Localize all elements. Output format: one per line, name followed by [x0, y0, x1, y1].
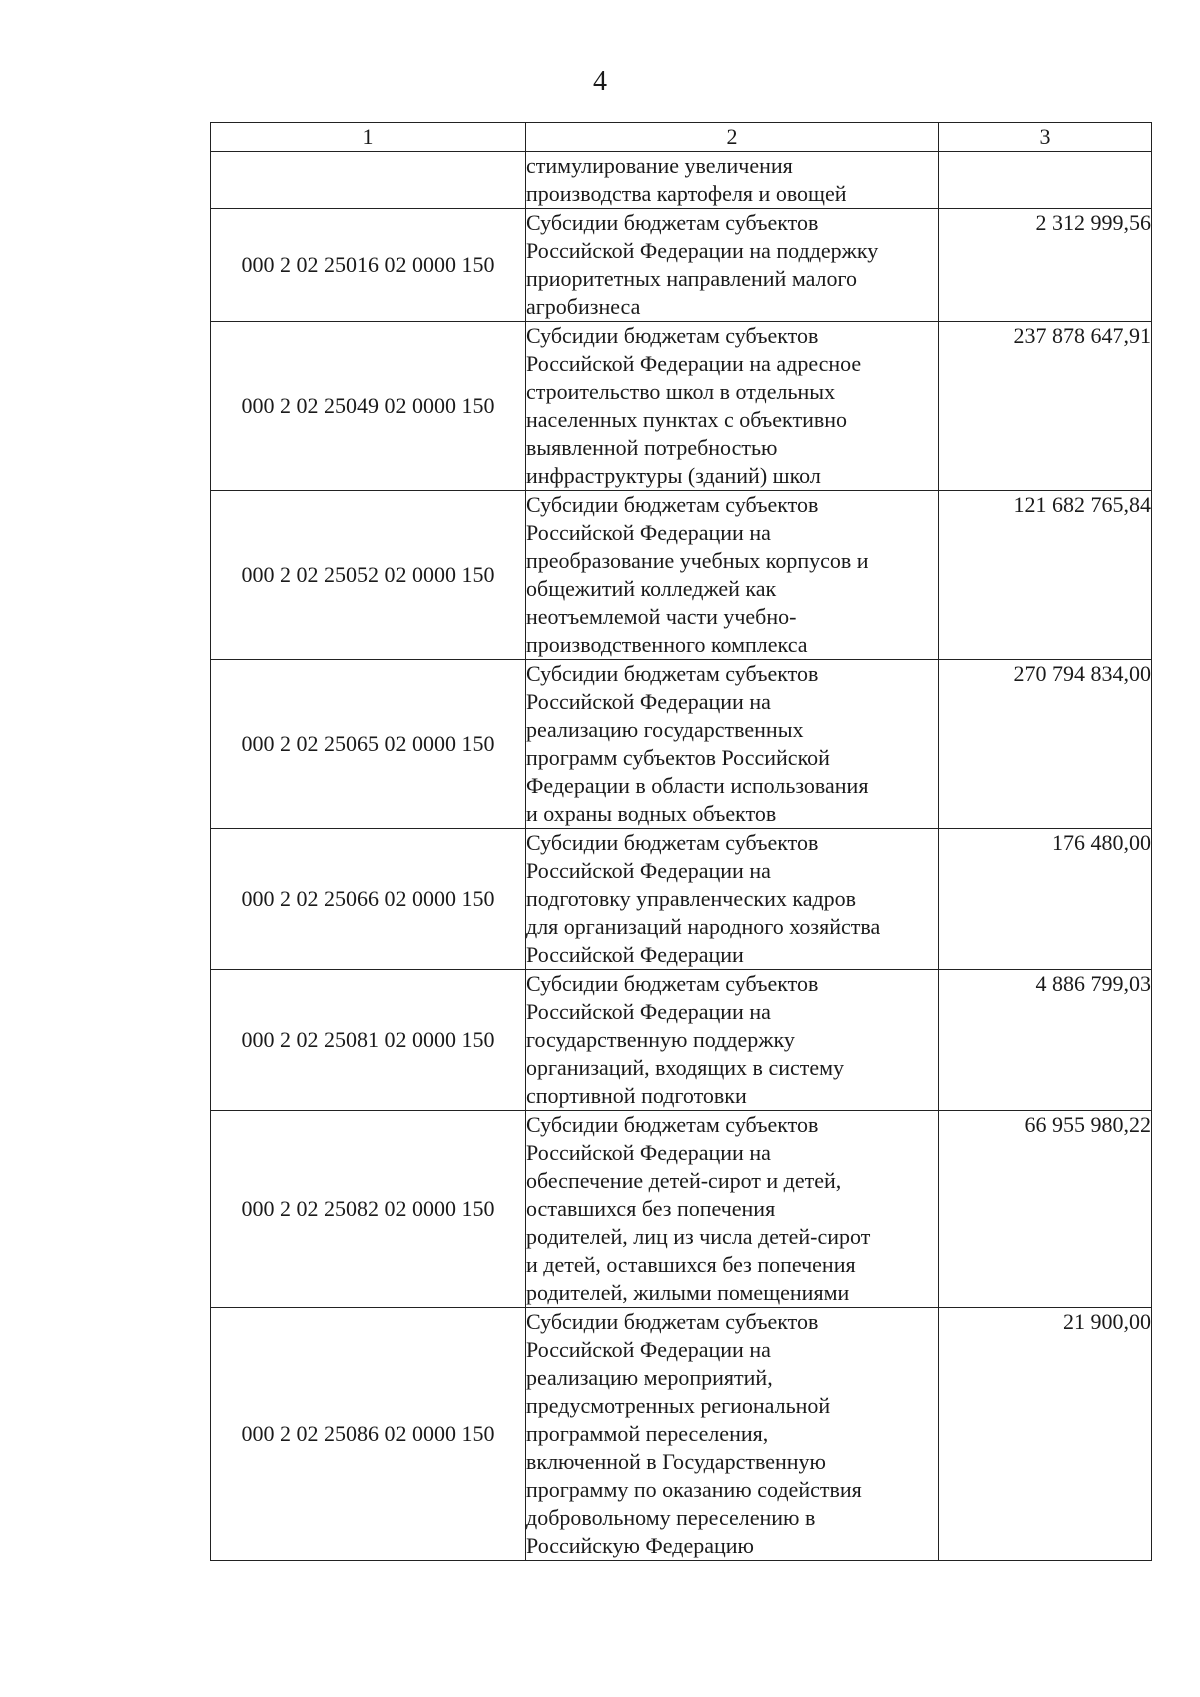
- description-line: приоритетных направлений малого: [526, 266, 857, 291]
- description-line: государственную поддержку: [526, 1027, 795, 1052]
- description-line: Субсидии бюджетам субъектов: [526, 492, 819, 517]
- description-line: Субсидии бюджетам субъектов: [526, 323, 819, 348]
- description-line: общежитий колледжей как: [526, 576, 777, 601]
- description-line: Российской Федерации на: [526, 1140, 771, 1165]
- table-header-row: [211, 123, 1152, 152]
- description-line: обеспечение детей-сирот и детей,: [526, 1168, 842, 1193]
- table-row: [211, 152, 1152, 209]
- description-line: программой переселения,: [526, 1421, 769, 1446]
- description-cell: [526, 970, 939, 1111]
- description-cell: [526, 1111, 939, 1308]
- description-line: стимулирование увеличения: [526, 153, 793, 178]
- description-line: Российской Федерации на: [526, 858, 771, 883]
- column-header-1: 1: [211, 123, 526, 152]
- table-row: [211, 970, 1152, 1111]
- description-line: производства картофеля и овощей: [526, 181, 847, 206]
- table-body: [211, 152, 1152, 1561]
- table-row: [211, 1308, 1152, 1561]
- description-line: Субсидии бюджетам субъектов: [526, 210, 819, 235]
- description-line: производственного комплекса: [526, 632, 808, 657]
- description-cell: [526, 829, 939, 970]
- description-line: программ субъектов Российской: [526, 745, 830, 770]
- amount-cell: 121 682 765,84: [939, 491, 1152, 660]
- amount-cell: 176 480,00: [939, 829, 1152, 970]
- table-row: [211, 1111, 1152, 1308]
- description-line: Российскую Федерацию: [526, 1533, 754, 1558]
- description-line: программу по оказанию содействия: [526, 1477, 862, 1502]
- budget-table: [210, 122, 1152, 1561]
- description-line: Субсидии бюджетам субъектов: [526, 661, 819, 686]
- page-number: 4: [593, 66, 607, 97]
- description-line: агробизнеса: [526, 294, 641, 319]
- budget-code-cell: 000 2 02 25016 02 0000 150: [211, 209, 526, 322]
- table-row: [211, 829, 1152, 970]
- budget-code-cell: 000 2 02 25049 02 0000 150: [211, 322, 526, 491]
- description-line: родителей, лиц из числа детей-сирот: [526, 1224, 871, 1249]
- description-line: подготовку управленческих кадров: [526, 886, 857, 911]
- description-cell: [526, 322, 939, 491]
- column-header-2: 2: [526, 123, 939, 152]
- description-line: Российской Федерации на: [526, 999, 771, 1024]
- budget-code-cell: 000 2 02 25081 02 0000 150: [211, 970, 526, 1111]
- description-line: Российской Федерации на: [526, 689, 771, 714]
- budget-code-cell: 000 2 02 25086 02 0000 150: [211, 1308, 526, 1561]
- column-header-3: 3: [939, 123, 1152, 152]
- description-line: включенной в Государственную: [526, 1449, 826, 1474]
- description-line: населенных пунктах с объективно: [526, 407, 847, 432]
- description-cell: [526, 209, 939, 322]
- table-row: [211, 660, 1152, 829]
- amount-cell: 4 886 799,03: [939, 970, 1152, 1111]
- description-cell: [526, 491, 939, 660]
- amount-cell: [939, 152, 1152, 209]
- description-cell: [526, 660, 939, 829]
- description-line: строительство школ в отдельных: [526, 379, 836, 404]
- description-line: и детей, оставшихся без попечения: [526, 1252, 856, 1277]
- table-row: [211, 209, 1152, 322]
- description-line: реализацию мероприятий,: [526, 1365, 773, 1390]
- table-row: [211, 322, 1152, 491]
- amount-cell: 2 312 999,56: [939, 209, 1152, 322]
- description-line: Российской Федерации на поддержку: [526, 238, 879, 263]
- description-line: Российской Федерации на: [526, 1337, 771, 1362]
- description-line: организаций, входящих в систему: [526, 1055, 845, 1080]
- description-line: Субсидии бюджетам субъектов: [526, 1112, 819, 1137]
- description-cell: [526, 152, 939, 209]
- description-line: Федерации в области использования: [526, 773, 869, 798]
- budget-code-cell: 000 2 02 25082 02 0000 150: [211, 1111, 526, 1308]
- description-line: Субсидии бюджетам субъектов: [526, 830, 819, 855]
- budget-code-cell: 000 2 02 25066 02 0000 150: [211, 829, 526, 970]
- amount-cell: 237 878 647,91: [939, 322, 1152, 491]
- description-line: спортивной подготовки: [526, 1083, 747, 1108]
- description-line: Российской Федерации: [526, 942, 744, 967]
- description-line: оставшихся без попечения: [526, 1196, 776, 1221]
- budget-code-cell: [211, 152, 526, 209]
- table-row: [211, 491, 1152, 660]
- description-line: Субсидии бюджетам субъектов: [526, 1309, 819, 1334]
- amount-cell: 21 900,00: [939, 1308, 1152, 1561]
- description-line: выявленной потребностью: [526, 435, 778, 460]
- description-cell: [526, 1308, 939, 1561]
- description-line: и охраны водных объектов: [526, 801, 777, 826]
- description-line: для организаций народного хозяйства: [526, 914, 881, 939]
- description-line: добровольному переселению в: [526, 1505, 816, 1530]
- description-line: преобразование учебных корпусов и: [526, 548, 869, 573]
- description-line: Субсидии бюджетам субъектов: [526, 971, 819, 996]
- description-line: Российской Федерации на: [526, 520, 771, 545]
- description-line: Российской Федерации на адресное: [526, 351, 862, 376]
- description-line: реализацию государственных: [526, 717, 804, 742]
- budget-code-cell: 000 2 02 25052 02 0000 150: [211, 491, 526, 660]
- amount-cell: 270 794 834,00: [939, 660, 1152, 829]
- description-line: инфраструктуры (зданий) школ: [526, 463, 821, 488]
- description-line: предусмотренных региональной: [526, 1393, 831, 1418]
- description-line: неотъемлемой части учебно-: [526, 604, 797, 629]
- amount-cell: 66 955 980,22: [939, 1111, 1152, 1308]
- description-line: родителей, жилыми помещениями: [526, 1280, 850, 1305]
- budget-code-cell: 000 2 02 25065 02 0000 150: [211, 660, 526, 829]
